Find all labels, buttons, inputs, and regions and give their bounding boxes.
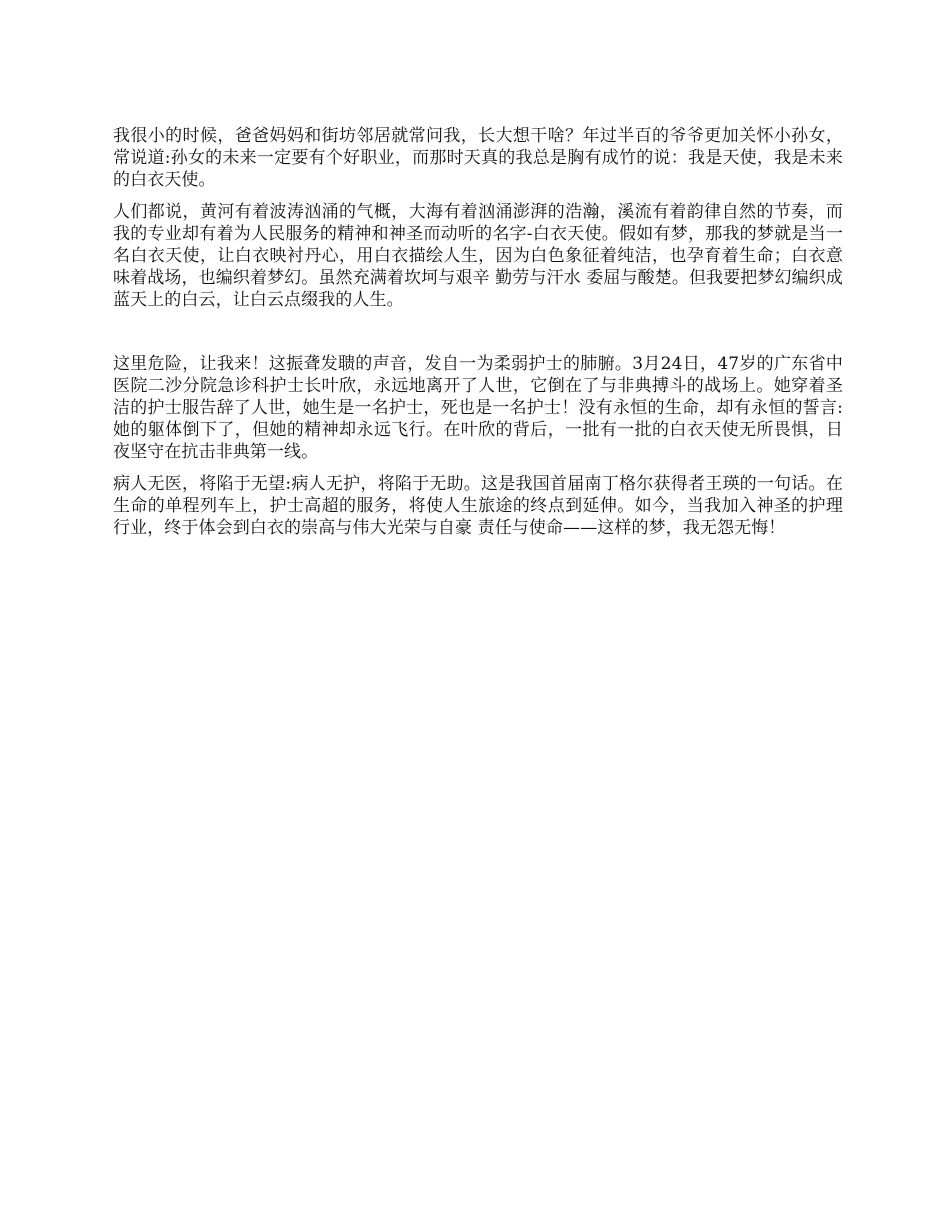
paragraph-spacer [113,321,843,353]
paragraph-angel-in-white: 人们都说，黄河有着波涛汹涌的气概，大海有着汹涌澎湃的浩瀚，溪流有着韵律自然的节奏，而我的专业却有着为人民服务的精神和神圣而动听的名字-白衣天使。假如有梦，那我的梦就是当一名白衣天使，让白衣映衬丹心，用白衣描绘人生，因为白色象征着纯洁，也孕育着生命；白衣意味着战场，也编织着梦幻。虽然充满着坎坷与艰辛 勤劳与汗水 委屈与酸楚。但我要把梦幻编织成蓝天上的白云，让白云点缀我的人生。 [113,202,843,310]
paragraph-ye-xin: 这里危险，让我来！这振聋发聩的声音，发自一为柔弱护士的肺腑。3月24日，47岁的广东省中医院二沙分院急诊科护士长叶欣，永远地离开了人世，它倒在了与非典搏斗的战场上。她穿着圣洁的护士服告辞了人世，她生是一名护士，死也是一名护士！没有永恒的生命，却有永恒的誓言:她的躯体倒下了，但她的精神却永远飞行。在叶欣的背后，一批有一批的白衣天使无所畏惧，日夜坚守在抗击非典第一线。 [113,354,843,462]
paragraph-childhood-dream: 我很小的时候，爸爸妈妈和街坊邻居就常问我，长大想干啥？年过半百的爷爷更加关怀小孙女，常说道:孙女的未来一定要有个好职业，而那时天真的我总是胸有成竹的说：我是天使，我是未来的白衣天使。 [113,126,843,190]
document-body [113,125,843,549]
paragraph-nursing-mission: 病人无医，将陷于无望:病人无护，将陷于无助。这是我国首届南丁格尔获得者王瑛的一句话。在生命的单程列车上，护士高超的服务，将使人生旅途的终点到延伸。如今，当我加入神圣的护理行业，终于体会到白衣的崇高与伟大光荣与自豪 责任与使命——这样的梦，我无怨无悔！ [113,474,843,538]
